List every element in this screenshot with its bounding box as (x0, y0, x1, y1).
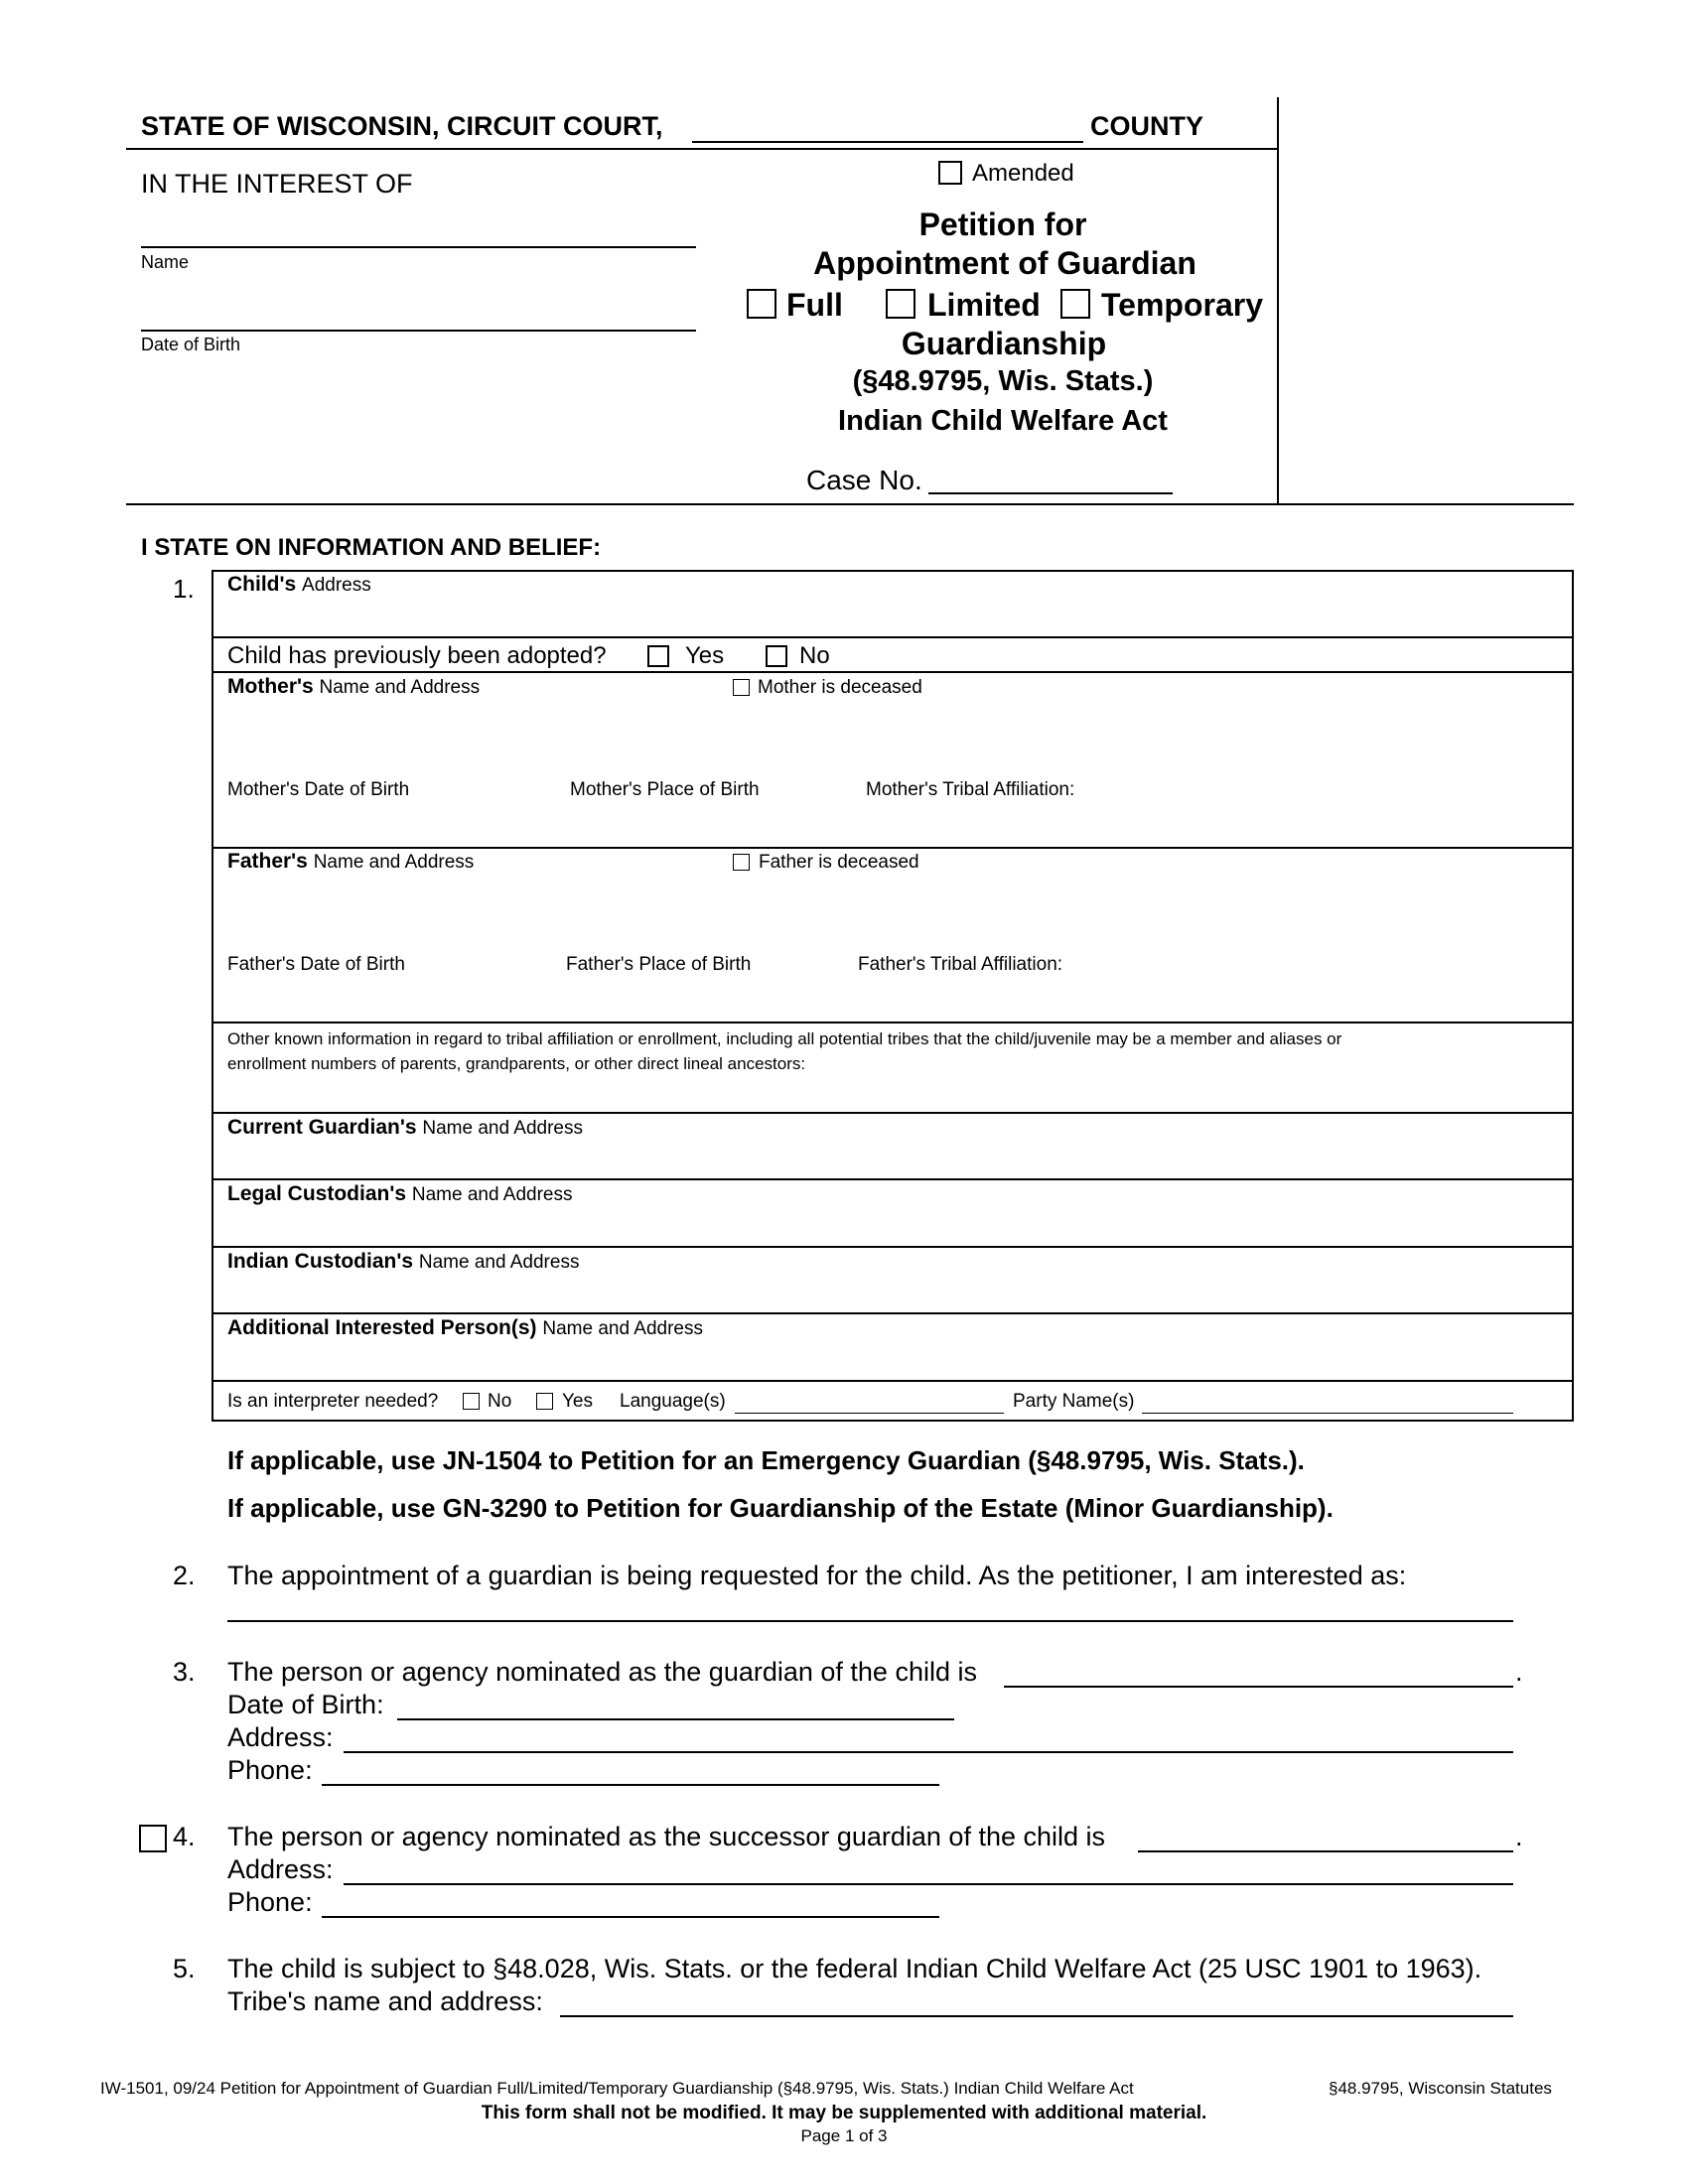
temporary-checkbox[interactable] (1060, 289, 1090, 319)
child-name-label: Name (141, 252, 190, 272)
header-bottom-rule (126, 503, 1574, 505)
father-dob-label: Father's Date of Birth (227, 954, 405, 975)
interpreter-no-checkbox[interactable] (463, 1393, 480, 1410)
party-names-input[interactable] (1142, 1393, 1513, 1414)
footer-notice: This form shall not be modified. It may be supplemented with additional material. (481, 2103, 1207, 2123)
item2-number: 2. (173, 1561, 196, 1590)
successor-phone-input[interactable] (322, 1890, 939, 1918)
legal-custodian-label: Legal Custodian's Name and Address (227, 1182, 573, 1205)
row-rule (211, 1022, 1574, 1024)
successor-address-input[interactable] (344, 1857, 1513, 1885)
languages-input[interactable] (735, 1393, 1004, 1414)
temporary-label: Temporary (1101, 287, 1264, 323)
title-act: Indian Child Welfare Act (838, 405, 1168, 437)
tribe-address-label: Tribe's name and address: (227, 1986, 543, 2016)
title-statute: (§48.9795, Wis. Stats.) (852, 365, 1154, 397)
row-rule (211, 1312, 1574, 1314)
father-deceased-label: Father is deceased (759, 852, 919, 873)
interpreter-question: Is an interpreter needed? (227, 1391, 439, 1412)
father-deceased-checkbox[interactable] (733, 854, 750, 871)
amended-label: Amended (972, 160, 1074, 187)
row-rule (211, 671, 1574, 673)
father-name-label: Father's Name and Address (227, 850, 475, 873)
item5-number: 5. (173, 1954, 196, 1983)
other-info-label: Other known information in regard to tribal affiliation or enrollment, including all potential tribes that the child/juvenile may be a member and aliases or enrollment numbers of parents, grandparents, or other direct lineal ancestors: (227, 1029, 1342, 1073)
adopted-yes-checkbox[interactable] (647, 645, 669, 667)
title-line1: Petition for (918, 206, 1087, 242)
successor-address-label: Address: (227, 1854, 334, 1884)
languages-label: Language(s) (620, 1391, 726, 1412)
county-label: COUNTY (1090, 111, 1203, 141)
item4-text: The person or agency nominated as the successor guardian of the child is (227, 1822, 1106, 1851)
guardian-address-input[interactable] (344, 1725, 1513, 1753)
case-no-input[interactable] (928, 467, 1173, 494)
estate-note: If applicable, use GN-3290 to Petition for Guardianship of the Estate (Minor Guardianship). (227, 1493, 1334, 1523)
child-dob-input[interactable] (141, 304, 696, 332)
row-rule (211, 1380, 1574, 1382)
mother-tribal-label: Mother's Tribal Affiliation: (866, 779, 1075, 800)
guardian-address-label: Address: (227, 1722, 334, 1752)
child-dob-label: Date of Birth (141, 335, 241, 354)
adopted-no-label: No (799, 642, 830, 669)
adopted-no-checkbox[interactable] (766, 645, 787, 667)
successor-phone-label: Phone: (227, 1887, 313, 1917)
interpreter-no-label: No (488, 1391, 512, 1412)
row-rule (211, 1178, 1574, 1180)
petitioner-interest-input[interactable] (227, 1594, 1513, 1622)
mother-name-label: Mother's Name and Address (227, 675, 481, 698)
successor-name-input[interactable] (1138, 1825, 1513, 1852)
guardian-phone-label: Phone: (227, 1755, 313, 1785)
party-names-label: Party Name(s) (1013, 1391, 1135, 1412)
child-address-label: Child's Address (227, 573, 371, 596)
row-rule (211, 847, 1574, 849)
interpreter-yes-checkbox[interactable] (536, 1393, 553, 1410)
full-label: Full (786, 287, 843, 323)
full-checkbox[interactable] (747, 289, 776, 319)
item2-text: The appointment of a guardian is being requested for the child. As the petitioner, I am interested as: (227, 1561, 1407, 1590)
in-interest-of-label: IN THE INTEREST OF (141, 169, 413, 199)
adopted-yes-label: Yes (685, 642, 725, 669)
emergency-note: If applicable, use JN-1504 to Petition for an Emergency Guardian (§48.9795, Wis. Stats.). (227, 1445, 1305, 1475)
amended-checkbox[interactable] (938, 161, 962, 185)
item1-number: 1. (173, 574, 195, 604)
footer-page-number: Page 1 of 3 (800, 2126, 888, 2145)
guardian-dob-label: Date of Birth: (227, 1690, 384, 1719)
mother-pob-label: Mother's Place of Birth (570, 779, 760, 800)
item3-period: . (1515, 1657, 1523, 1687)
mother-deceased-checkbox[interactable] (733, 679, 750, 696)
additional-persons-label: Additional Interested Person(s) Name and Address (227, 1316, 703, 1339)
interpreter-yes-label: Yes (562, 1391, 593, 1412)
limited-label: Limited (927, 287, 1041, 323)
father-tribal-label: Father's Tribal Affiliation: (858, 954, 1063, 975)
item5-text: The child is subject to §48.028, Wis. Stats. or the federal Indian Child Welfare Act (25 USC 1901 to 1963). (227, 1954, 1482, 1983)
header-divider-vertical (1277, 97, 1279, 504)
limited-checkbox[interactable] (886, 289, 915, 319)
current-guardian-label: Current Guardian's Name and Address (227, 1116, 583, 1139)
footer-statute: §48.9795, Wisconsin Statutes (1329, 2079, 1552, 2098)
mother-deceased-label: Mother is deceased (758, 677, 922, 698)
header-rule (126, 148, 1279, 150)
successor-guardian-checkbox[interactable] (139, 1825, 167, 1852)
adopted-question: Child has previously been adopted? (227, 642, 607, 669)
guardian-dob-input[interactable] (397, 1693, 954, 1720)
child-name-input[interactable] (141, 220, 696, 248)
court-caption: STATE OF WISCONSIN, CIRCUIT COURT, (141, 111, 663, 141)
item3-number: 3. (173, 1657, 196, 1687)
row-rule (211, 1112, 1574, 1114)
guardian-phone-input[interactable] (322, 1758, 939, 1786)
section-intro: I STATE ON INFORMATION AND BELIEF: (141, 534, 602, 561)
item3-text: The person or agency nominated as the guardian of the child is (227, 1657, 977, 1687)
indian-custodian-label: Indian Custodian's Name and Address (227, 1250, 580, 1273)
title-line2: Appointment of Guardian (813, 245, 1196, 281)
footer-form-id: IW-1501, 09/24 Petition for Appointment of Guardian Full/Limited/Temporary Guardianship (§48.9795, Wis. Stats.) Indian Child Welfare Act (100, 2079, 1134, 2098)
guardian-name-input[interactable] (1004, 1660, 1513, 1688)
row-rule (211, 636, 1574, 638)
father-pob-label: Father's Place of Birth (566, 954, 752, 975)
tribe-address-input[interactable] (560, 1989, 1513, 2017)
item4-period: . (1515, 1822, 1523, 1851)
case-no-label: Case No. (806, 465, 922, 495)
item4-number: 4. (173, 1822, 196, 1851)
county-input[interactable] (692, 111, 1083, 143)
title-line3: Guardianship (901, 326, 1107, 361)
row-rule (211, 1246, 1574, 1248)
mother-dob-label: Mother's Date of Birth (227, 779, 410, 800)
